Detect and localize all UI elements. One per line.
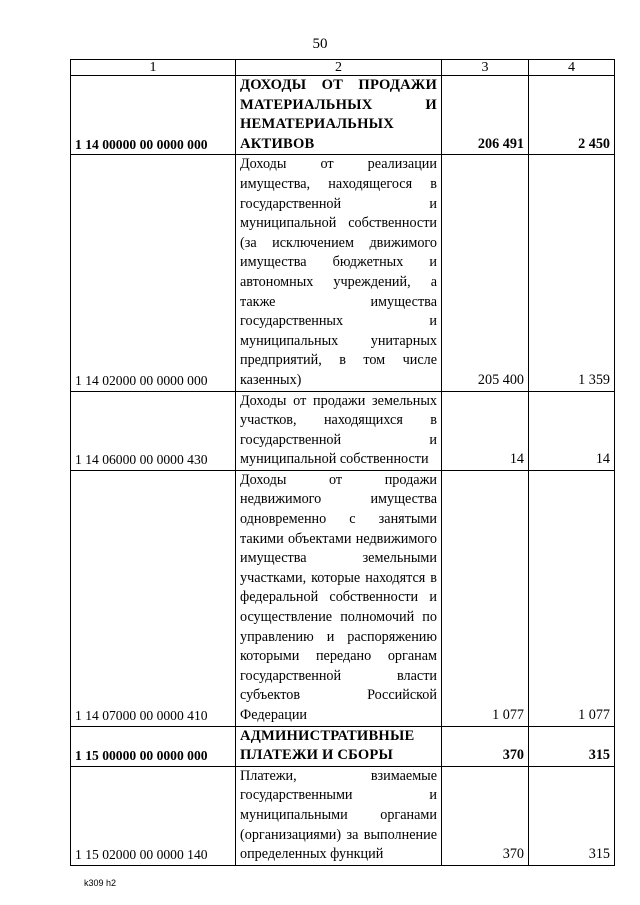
table-row bbox=[71, 766, 615, 865]
table-row bbox=[71, 391, 615, 470]
row-value-col3: 370 bbox=[442, 726, 529, 766]
row-name: Платежи, взимаемые государственными и муниципальными органами (организациями) за выполнение определенных функций bbox=[236, 766, 442, 865]
column-header-4: 4 bbox=[529, 60, 615, 76]
column-header-3: 3 bbox=[442, 60, 529, 76]
row-value-col3: 1 077 bbox=[442, 470, 529, 726]
row-name: ДОХОДЫ ОТ ПРОДАЖИ МАТЕРИАЛЬНЫХ И НЕМАТЕРИАЛЬНЫХ АКТИВОВ bbox=[236, 76, 442, 155]
column-header-1: 1 bbox=[71, 60, 236, 76]
row-value-col4: 2 450 bbox=[529, 76, 615, 155]
page-number: 50 bbox=[312, 36, 328, 52]
row-code: 1 14 02000 00 0000 000 bbox=[71, 155, 236, 391]
row-value-col4: 1 359 bbox=[529, 155, 615, 391]
table-row bbox=[71, 470, 615, 726]
row-code: 1 14 00000 00 0000 000 bbox=[71, 76, 236, 155]
row-code: 1 15 02000 00 0000 140 bbox=[71, 766, 236, 865]
row-code: 1 15 00000 00 0000 000 bbox=[71, 726, 236, 766]
document-footer-code: k309 h2 bbox=[84, 878, 117, 888]
revenue-table bbox=[70, 59, 615, 866]
row-value-col4: 14 bbox=[529, 391, 615, 470]
row-code: 1 14 06000 00 0000 430 bbox=[71, 391, 236, 470]
table-row bbox=[71, 76, 615, 155]
row-value-col4: 315 bbox=[529, 726, 615, 766]
row-value-col3: 14 bbox=[442, 391, 529, 470]
row-value-col4: 315 bbox=[529, 766, 615, 865]
row-name: Доходы от продажи земельных участков, находящихся в государственной и муниципальной собственности bbox=[236, 391, 442, 470]
row-value-col3: 206 491 bbox=[442, 76, 529, 155]
row-value-col3: 370 bbox=[442, 766, 529, 865]
table-row bbox=[71, 155, 615, 391]
row-value-col3: 205 400 bbox=[442, 155, 529, 391]
column-header-2: 2 bbox=[236, 60, 442, 76]
row-code: 1 14 07000 00 0000 410 bbox=[71, 470, 236, 726]
row-name: Доходы от реализации имущества, находящегося в государственной и муниципальной собственности (за исключением движимого имущества бюджетных и автономных учреждений, а также имущества государственных и муниципальных унитарных предприятий, в том числе казенных) bbox=[236, 155, 442, 391]
row-name: Доходы от продажи недвижимого имущества одновременно с занятыми такими объектами недвижимого имущества земельными участками, которые находятся в федеральной собственности и осуществление полномочий по управлению и распоряжению которыми передано органам государственной власти субъектов Российской Федерации bbox=[236, 470, 442, 726]
row-value-col4: 1 077 bbox=[529, 470, 615, 726]
row-name: АДМИНИСТРАТИВНЫЕ ПЛАТЕЖИ И СБОРЫ bbox=[236, 726, 442, 766]
table-row bbox=[71, 726, 615, 766]
table-header-row bbox=[71, 60, 615, 76]
